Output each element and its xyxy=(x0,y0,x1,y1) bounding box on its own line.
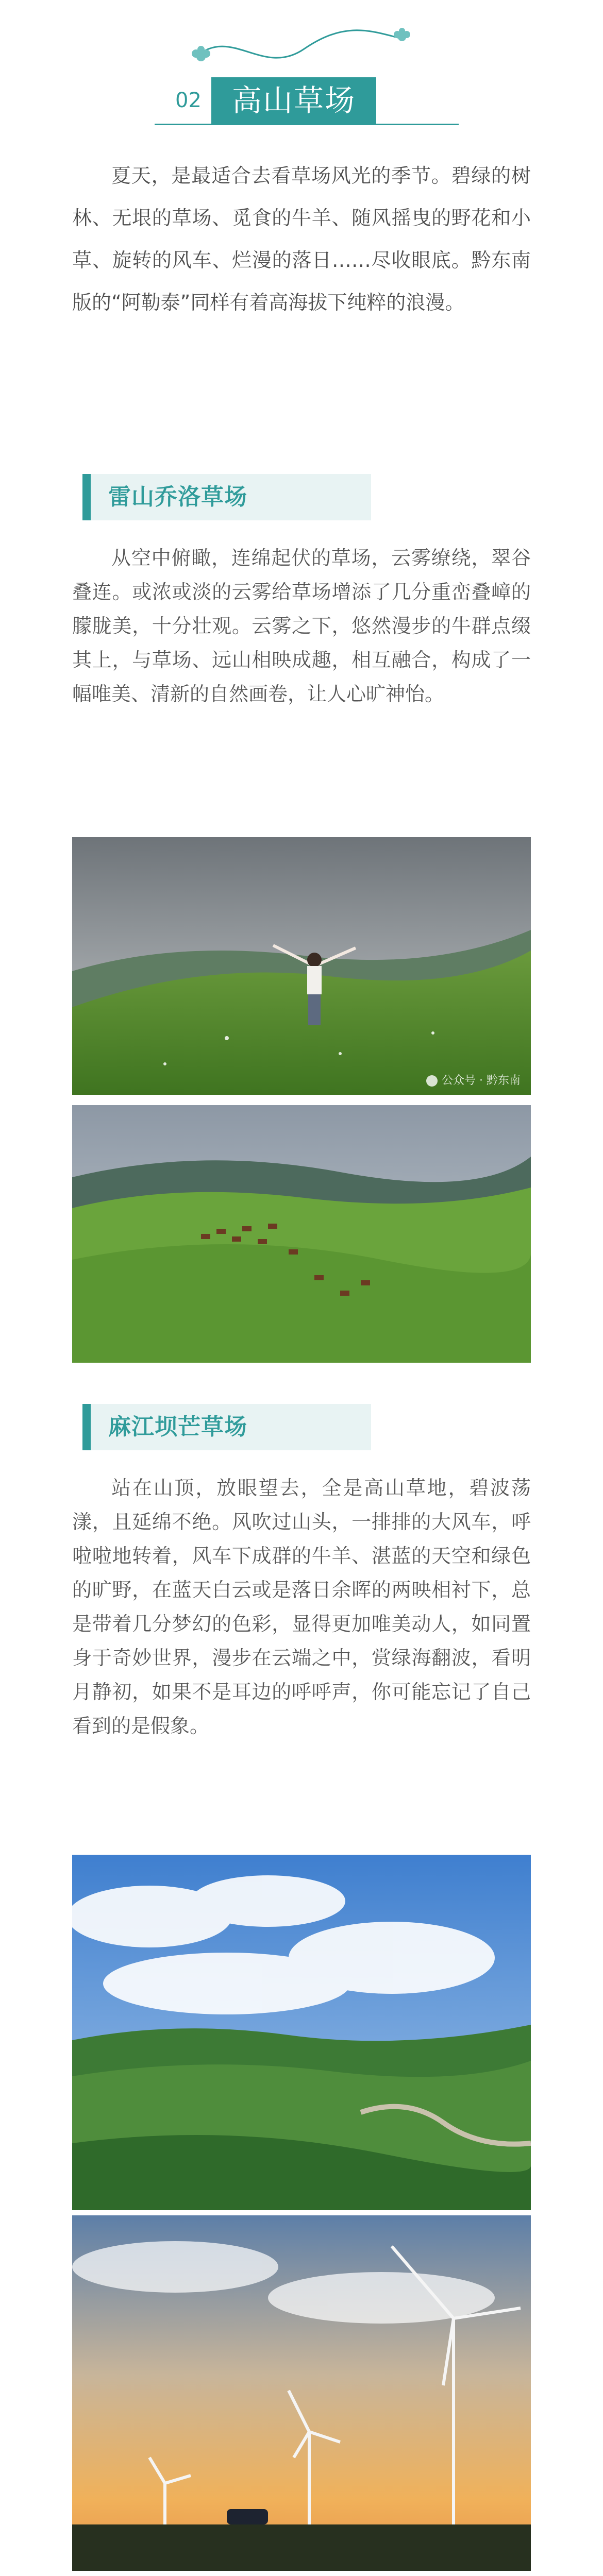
section-heading-leishan xyxy=(82,474,371,520)
decorative-squiggle-icon xyxy=(186,21,417,77)
heading-accent-bar xyxy=(82,1404,91,1450)
section-heading-text: 雷山乔洛草场 xyxy=(108,484,247,510)
page-title: 高山草场 xyxy=(211,77,376,124)
photo-wind-turbines-sunset xyxy=(72,2215,531,2571)
photo-watermark: 公众号 · 黔东南 xyxy=(426,1072,521,1088)
photo-grazing-cattle xyxy=(72,1105,531,1363)
intro-paragraph: 夏天，是最适合去看草场风光的季节。碧绿的树林、无垠的草场、觅食的牛羊、随风摇曳的野花和小草、旋转的风车、烂漫的落日……尽收眼底。黔东南版的“阿勒泰”同样有着高海拔下纯粹的浪漫。 xyxy=(72,164,531,314)
title-bar xyxy=(155,77,459,125)
section-body-leishan: 从空中俯瞰，连绵起伏的草场，云雾缭绕，翠谷叠连。或浓或淡的云雾给草场增添了几分重峦叠嶂的朦胧美，十分壮观。云雾之下，悠然漫步的牛群点缀其上，与草场、远山相映成趣，相互融合，构成了一幅唯美、清新的自然画卷，让人心旷神怡。 xyxy=(72,547,531,705)
section-number: 02 xyxy=(175,89,202,112)
heading-accent-bar xyxy=(82,474,91,520)
photo-meadow-woman xyxy=(72,837,531,1095)
photo-green-hills-sky xyxy=(72,1855,531,2210)
section-header xyxy=(0,0,603,155)
section-heading-majiang xyxy=(82,1404,371,1450)
section-heading-text: 麻江坝芒草场 xyxy=(108,1414,247,1440)
section-body-majiang: 站在山顶，放眼望去，全是高山草地，碧波荡漾，且延绵不绝。风吹过山头，一排排的大风车，呼啦啦地转着，风车下成群的牛羊、湛蓝的天空和绿色的旷野，在蓝天白云或是落日余晖的两映相衬下，总是带着几分梦幻的色彩，显得更加唯美动人，如同置身于奇妙世界，漫步在云端之中，赏绿海翻波，看明月静初，如果不是耳边的呼呼声，你可能忘记了自己看到的是假象。 xyxy=(72,1477,531,1737)
